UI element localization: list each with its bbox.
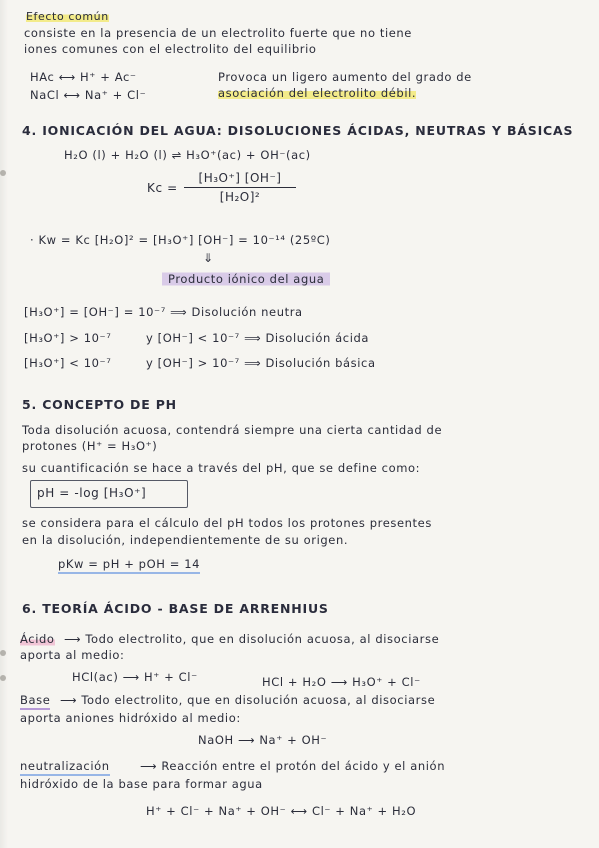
kc-fraction bbox=[184, 171, 296, 204]
neutralization-equation: H⁺ + Cl⁻ + Na⁺ + OH⁻ ⟷ Cl⁻ + Na⁺ + H₂O bbox=[146, 804, 417, 818]
basic-condition-h3o: [H₃O⁺] < 10⁻⁷ bbox=[24, 356, 112, 370]
hcl-dissociation: HCl(ac) ⟶ H⁺ + Cl⁻ bbox=[72, 670, 198, 684]
heading-common-ion: Efecto común bbox=[26, 10, 109, 23]
ph-text: en la disolución, independientemente de su origen. bbox=[22, 533, 349, 547]
down-arrow-icon: ⇓ bbox=[203, 251, 214, 265]
basic-condition-oh: y [OH⁻] > 10⁻⁷ ⟹ Disolución básica bbox=[146, 356, 376, 370]
neutral-condition: [H₃O⁺] = [OH⁻] = 10⁻⁷ ⟹ Disolución neutra bbox=[24, 305, 303, 319]
base-definition: aporta aniones hidróxido al medio: bbox=[20, 711, 241, 725]
section-title: 4. IONICACIÓN DEL AGUA: DISOLUCIONES ÁCIDAS, NEUTRAS Y BÁSICAS bbox=[22, 123, 574, 138]
acid-condition-oh: y [OH⁻] < 10⁻⁷ ⟹ Disolución ácida bbox=[146, 331, 370, 345]
ph-text: Toda disolución acuosa, contendrá siempre una cierta cantidad de bbox=[22, 423, 443, 437]
section-title: 6. TEORÍA ÁCIDO - BASE DE ARRENHIUS bbox=[22, 601, 329, 616]
common-ion-text: iones comunes con el electrolito del equilibrio bbox=[24, 42, 317, 56]
naoh-dissociation: NaOH ⟶ Na⁺ + OH⁻ bbox=[198, 733, 328, 747]
ph-definition-box bbox=[30, 480, 188, 508]
kc-denominator: [H₂O]² bbox=[219, 190, 261, 204]
ph-text: se considera para el cálculo del pH todos los protones presentes bbox=[22, 516, 432, 530]
equation-nacl: NaCl ⟷ Na⁺ + Cl⁻ bbox=[30, 88, 147, 102]
acid-definition: ⟶ Todo electrolito, que en disolución acuosa, al disociarse bbox=[64, 632, 440, 646]
section-title: 5. CONCEPTO DE PH bbox=[22, 397, 177, 412]
equation-hac: HAc ⟷ H⁺ + Ac⁻ bbox=[30, 70, 137, 84]
base-label: Base bbox=[20, 693, 50, 710]
kw-equation: · Kw = Kc [H₂O]² = [H₃O⁺] [OH⁻] = 10⁻¹⁴ (25ºC) bbox=[30, 233, 331, 247]
effect-text: asociación del electrolito débil. bbox=[218, 86, 417, 100]
ph-definition: pH = -log [H₃O⁺] bbox=[37, 486, 147, 500]
neutralization-definition: hidróxido de la base para formar agua bbox=[20, 777, 263, 791]
hcl-hydrolysis: HCl + H₂O ⟶ H₃O⁺ + Cl⁻ bbox=[262, 675, 421, 689]
base-definition: ⟶ Todo electrolito, que en disolución acuosa, al disociarse bbox=[60, 693, 436, 707]
effect-text: Provoca un ligero aumento del grado de bbox=[218, 70, 472, 84]
ph-text: protones (H⁺ = H₃O⁺) bbox=[22, 439, 158, 453]
pkw-equation: pKw = pH + pOH = 14 bbox=[58, 557, 200, 574]
kc-label: Kc = bbox=[147, 181, 178, 195]
neutralization-definition: ⟶ Reacción entre el protón del ácido y el anión bbox=[140, 759, 446, 773]
common-ion-text: consiste en la presencia de un electrolito fuerte que no tiene bbox=[24, 26, 412, 40]
binder-hole bbox=[0, 170, 6, 176]
kc-numerator: [H₃O⁺] [OH⁻] bbox=[184, 171, 296, 188]
acid-condition-h3o: [H₃O⁺] > 10⁻⁷ bbox=[24, 331, 112, 345]
section-heading-6 bbox=[22, 601, 329, 616]
acid-definition: aporta al medio: bbox=[20, 648, 125, 662]
ionic-product-label: Producto iónico del agua bbox=[162, 271, 330, 287]
binder-hole bbox=[0, 675, 6, 681]
acid-label: Ácido bbox=[20, 632, 55, 646]
binder-hole bbox=[0, 650, 6, 656]
section-heading-4 bbox=[22, 123, 573, 138]
water-equilibrium: H₂O (l) + H₂O (l) ⇌ H₃O⁺(ac) + OH⁻(ac) bbox=[64, 148, 311, 162]
neutralization-label: neutralización bbox=[20, 759, 110, 776]
section-heading-5 bbox=[22, 397, 177, 412]
ph-text: su cuantificación se hace a través del pH, que se define como: bbox=[22, 461, 421, 475]
